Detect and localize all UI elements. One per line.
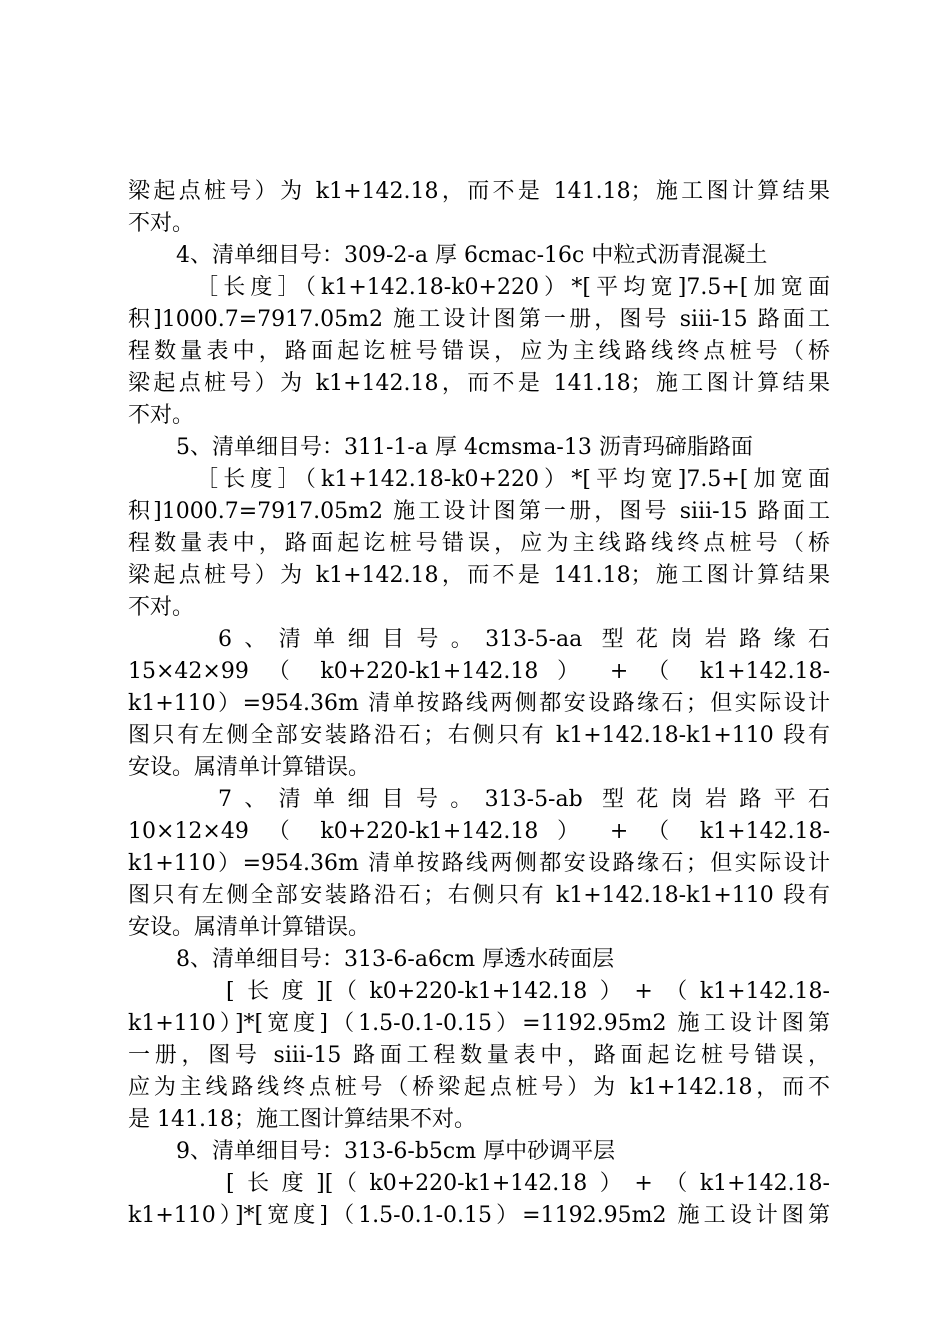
item-heading: 6、清单细目号。313-5-aa 型花岗岩路缘石 xyxy=(218,627,830,652)
text-line: ［长度］（k1+142.18-k0+220）*[平均宽]7.5+[加宽面 xyxy=(196,275,830,300)
text-line: 积]1000.7=7917.05m2 施工设计图第一册，图号 siii-15 路面工 xyxy=(128,307,830,332)
text-line: 一册，图号 siii-15 路面工程数量表中，路面起讫桩号错误， xyxy=(128,1043,830,1068)
text-line: 应为主线路线终点桩号（桥梁起点桩号）为 k1+142.18，而不 xyxy=(128,1075,830,1100)
text-line: 是 141.18；施工图计算结果不对。 xyxy=(128,1107,476,1132)
text-line: k1+110）]*[宽度]（1.5-0.1-0.15）=1192.95m2 施工设计图第 xyxy=(128,1011,830,1036)
text-line: 程数量表中，路面起讫桩号错误，应为主线路线终点桩号（桥 xyxy=(128,339,830,364)
text-line: 梁起点桩号）为 k1+142.18，而不是 141.18；施工图计算结果 xyxy=(128,563,830,588)
text-line: 梁起点桩号）为 k1+142.18，而不是 141.18；施工图计算结果 xyxy=(128,179,830,204)
item-heading: 5、清单细目号：311-1-a 厚 4cmsma-13 沥青玛碲脂路面 xyxy=(176,435,753,460)
item-heading: 9、清单细目号：313-6-b5cm 厚中砂调平层 xyxy=(176,1139,616,1164)
text-line: 安设。属清单计算错误。 xyxy=(128,755,371,780)
text-line: 不对。 xyxy=(128,211,195,236)
text-line: 安设。属清单计算错误。 xyxy=(128,915,371,940)
text-line: ［长度］（k1+142.18-k0+220）*[平均宽]7.5+[加宽面 xyxy=(196,467,830,492)
item-heading: 4、清单细目号：309-2-a 厚 6cmac-16c 中粒式沥青混凝土 xyxy=(176,243,768,268)
text-line: 不对。 xyxy=(128,595,195,620)
text-line: k1+110）=954.36m 清单按路线两侧都安设路缘石；但实际设计 xyxy=(128,851,830,876)
text-line: 15×42×99 （ k0+220-k1+142.18 ） + （ k1+142.18- xyxy=(128,659,830,684)
text-line: 图只有左侧全部安装路沿石；右侧只有 k1+142.18-k1+110 段有 xyxy=(128,723,830,748)
item-heading: 7、清单细目号。313-5-ab 型花岗岩路平石 xyxy=(218,787,830,812)
text-line: [长度][（k0+220-k1+142.18）+（k1+142.18- xyxy=(226,979,830,1004)
text-line: 梁起点桩号）为 k1+142.18，而不是 141.18；施工图计算结果 xyxy=(128,371,830,396)
text-line: 积]1000.7=7917.05m2 施工设计图第一册，图号 siii-15 路面工 xyxy=(128,499,830,524)
text-line: 不对。 xyxy=(128,403,195,428)
item-heading: 8、清单细目号：313-6-a6cm 厚透水砖面层 xyxy=(176,947,615,972)
text-line: [长度][（k0+220-k1+142.18）+（k1+142.18- xyxy=(226,1171,830,1196)
text-line: k1+110）=954.36m 清单按路线两侧都安设路缘石；但实际设计 xyxy=(128,691,830,716)
text-line: 程数量表中，路面起讫桩号错误，应为主线路线终点桩号（桥 xyxy=(128,531,830,556)
text-line: 10×12×49 （ k0+220-k1+142.18 ） + （ k1+142.18- xyxy=(128,819,830,844)
text-line: k1+110）]*[宽度]（1.5-0.1-0.15）=1192.95m2 施工设计图第 xyxy=(128,1203,830,1228)
text-line: 图只有左侧全部安装路沿石；右侧只有 k1+142.18-k1+110 段有 xyxy=(128,883,830,908)
